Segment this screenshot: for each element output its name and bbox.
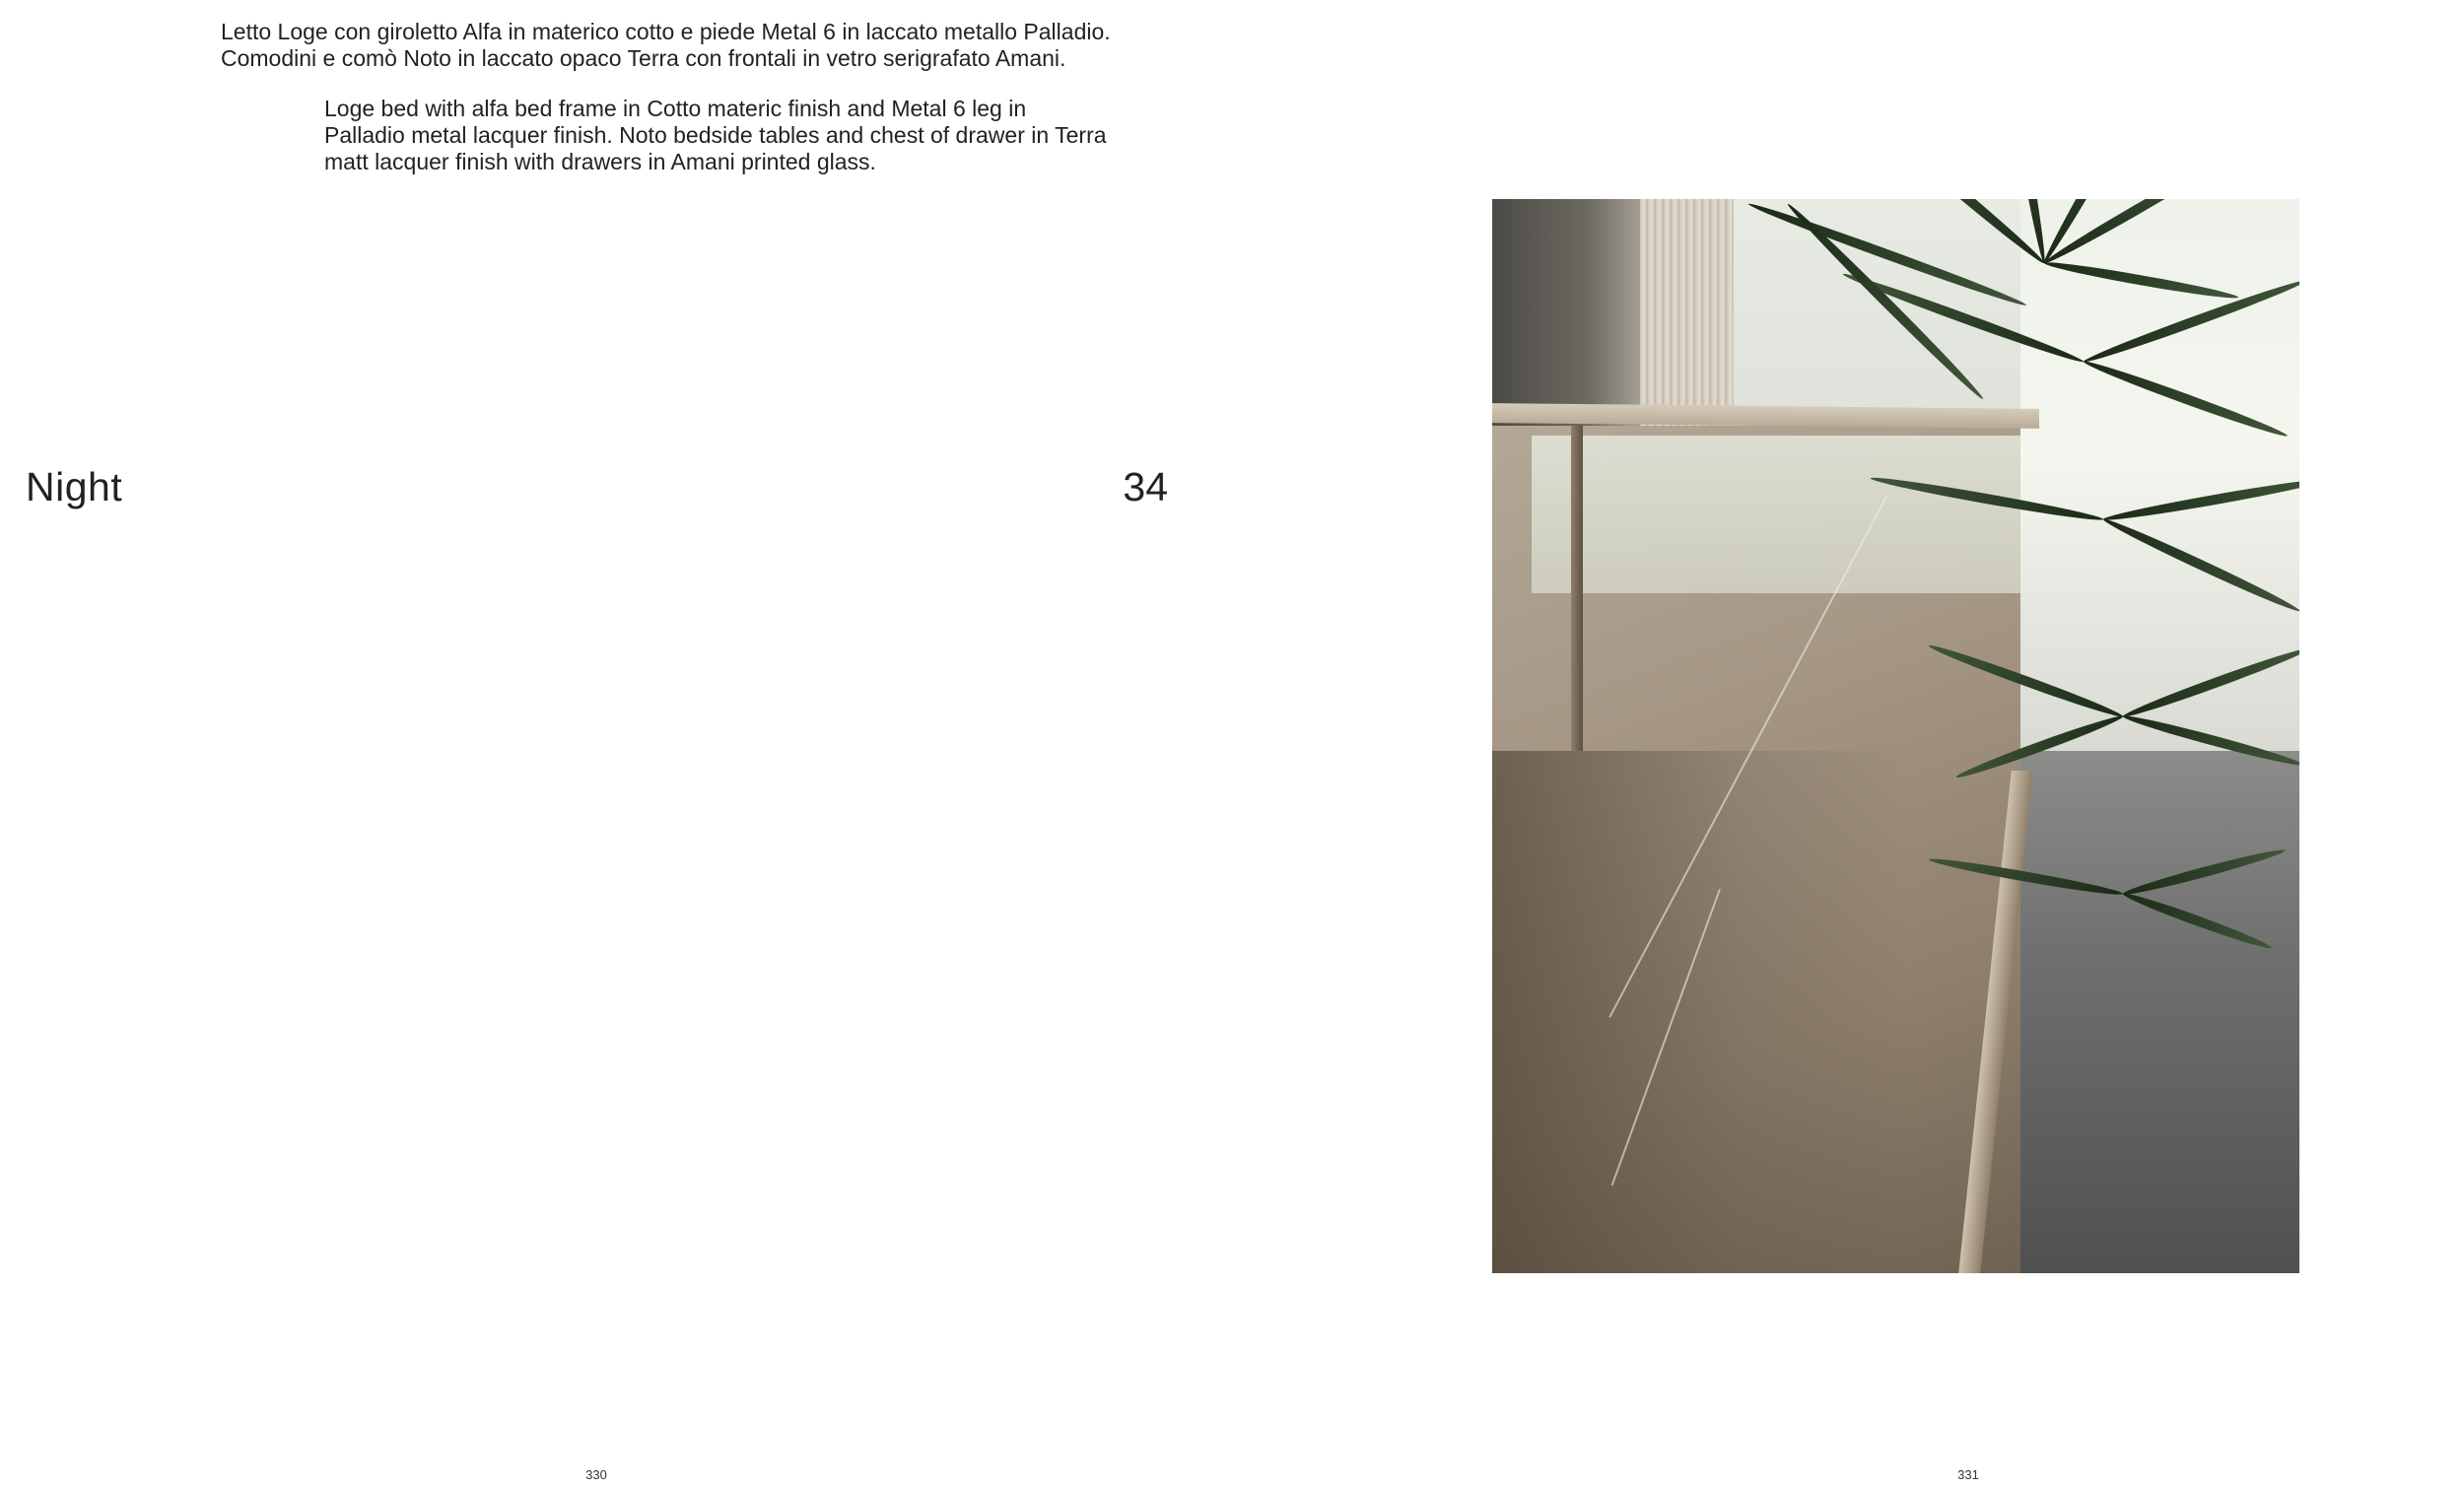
photo-shadow (1492, 751, 1906, 1273)
caption-english: Loge bed with alfa bed frame in Cotto materic finish and Metal 6 leg in Palladio metal lacquer finish. Noto bedside tables and chest of drawer in Terra matt lacquer finish with drawers in Amani printed glass. (324, 96, 1107, 174)
palm-frond (1784, 200, 1986, 402)
photo-floor (2020, 751, 2299, 1273)
right-page (1232, 0, 2464, 1489)
page-number-left: 330 (585, 1467, 607, 1482)
product-photo (1492, 199, 2299, 1273)
section-number: 34 (1123, 464, 1168, 509)
section-title: Night (26, 464, 123, 509)
photo-column (1640, 199, 1734, 426)
page-number-right: 331 (1957, 1467, 1979, 1482)
photo-glass-reflection (1532, 436, 2020, 593)
photo-leg (1571, 426, 1583, 751)
caption-italian: Letto Loge con giroletto Alfa in materico cotto e piede Metal 6 in laccato metallo Palladio. Comodini e comò Noto in laccato opaco Terra con frontali in vetro serigrafato Amani. (221, 19, 1111, 71)
